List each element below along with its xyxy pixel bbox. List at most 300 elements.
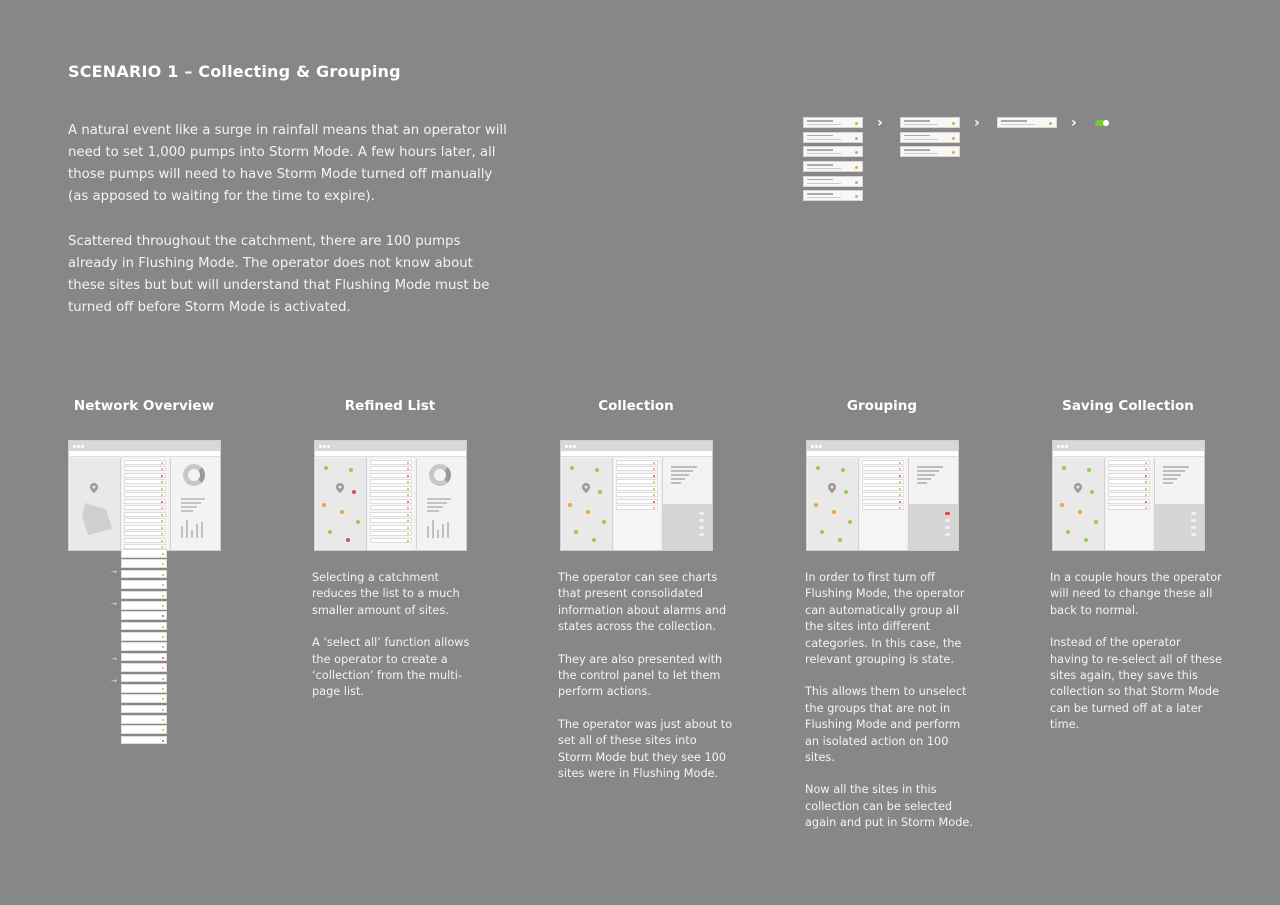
- status-dot: [653, 507, 655, 509]
- description-paragraph: A ‘select all’ function allows the operator to create a ‘collection’ from the multi-page list.: [312, 636, 470, 699]
- map-pane: [808, 458, 859, 550]
- control-toggle: [1191, 512, 1196, 515]
- status-dot: [899, 501, 901, 503]
- nav-bar: [69, 451, 220, 457]
- list-row: [616, 479, 658, 484]
- list-row: [124, 466, 166, 471]
- row-line: [1001, 120, 1027, 122]
- map-site-dot: [1094, 520, 1098, 524]
- text-line: [917, 470, 939, 472]
- row-line: [807, 153, 841, 154]
- status-dot: [161, 507, 163, 509]
- list-row: [370, 486, 412, 491]
- map-pane: [562, 458, 613, 550]
- status-dot: [1145, 468, 1147, 470]
- list-row: [121, 570, 167, 579]
- window-dot-icon: [569, 445, 572, 448]
- site-list-pane: [860, 458, 906, 550]
- map-pin-icon: [582, 478, 590, 487]
- control-toggle: [1191, 526, 1196, 529]
- status-dot: [162, 698, 164, 700]
- status-dot: [162, 709, 164, 711]
- list-row: [370, 479, 412, 484]
- status-dot: [899, 507, 901, 509]
- map-site-dot: [1066, 530, 1070, 534]
- window-dot-icon: [1057, 445, 1060, 448]
- window-dot-icon: [77, 445, 80, 448]
- status-dot: [161, 481, 163, 483]
- row-line: [807, 164, 833, 166]
- arrow-right-icon: →: [111, 655, 117, 663]
- status-dot: [161, 527, 163, 529]
- step-title-grouping: Grouping: [846, 398, 918, 414]
- status-dot: [855, 151, 858, 154]
- list-row: [124, 479, 166, 484]
- text-line: [1163, 474, 1181, 476]
- row-line: [807, 120, 833, 122]
- status-dot: [855, 166, 858, 169]
- map-site-dot: [1090, 490, 1094, 494]
- status-dot: [1145, 501, 1147, 503]
- map-pin-icon: [1074, 478, 1082, 487]
- map-site-dot: [1087, 468, 1091, 472]
- bar-chart-icon: [181, 518, 211, 538]
- detail-pane: [416, 458, 467, 550]
- status-dot: [407, 501, 409, 503]
- status-dot: [162, 729, 164, 731]
- text-line: [181, 502, 201, 504]
- map-site-dot: [346, 538, 350, 542]
- map-site-dot: [592, 538, 596, 542]
- map-site-dot: [349, 468, 353, 472]
- list-row: [1108, 492, 1150, 497]
- list-row: [803, 190, 863, 201]
- screenshot-refined-list: [314, 440, 467, 551]
- chart-bar: [432, 520, 434, 538]
- intro-paragraph-1: A natural event like a surge in rainfall means that an operator will need to set 1,000 pumps into Storm Mode. A few hours later, all those pumps will need to have Storm Mode turned off manually (as apposed to waiting for the time to expire).: [68, 123, 507, 204]
- window-titlebar: [69, 441, 220, 451]
- row-line: [904, 124, 938, 125]
- screenshot-saving-collection: [1052, 440, 1205, 551]
- status-dot: [407, 488, 409, 490]
- text-line: [917, 474, 935, 476]
- list-row: [370, 531, 412, 536]
- chart-bar: [191, 530, 193, 538]
- map-site-dot: [1060, 503, 1064, 507]
- row-line: [807, 124, 841, 125]
- row-line: [807, 135, 833, 137]
- status-dot: [899, 468, 901, 470]
- status-dot: [162, 574, 164, 576]
- status-dot: [1145, 507, 1147, 509]
- status-dot: [407, 507, 409, 509]
- list-row: [124, 460, 166, 465]
- list-row: [997, 117, 1057, 128]
- step-description-grouping: [805, 570, 977, 848]
- list-row: [616, 492, 658, 497]
- text-line: [427, 506, 443, 508]
- screenshot-collection: [560, 440, 713, 551]
- row-line: [904, 153, 938, 154]
- map-site-dot: [595, 468, 599, 472]
- page-title: SCENARIO 1 – Collecting & Grouping: [68, 62, 401, 81]
- list-row: [803, 176, 863, 187]
- list-row: [370, 492, 412, 497]
- list-row: [121, 684, 167, 693]
- donut-chart-icon: [183, 464, 205, 486]
- detail-pane: [662, 458, 713, 550]
- list-row: [121, 611, 167, 620]
- list-row: [121, 663, 167, 672]
- control-toggle: [945, 533, 950, 536]
- list-row: [121, 549, 167, 558]
- list-row: [370, 518, 412, 523]
- status-dot: [162, 584, 164, 586]
- detail-pane: [908, 458, 959, 550]
- nav-bar: [315, 451, 466, 457]
- control-panel: [1155, 504, 1205, 550]
- list-row: [124, 512, 166, 517]
- list-row: [862, 499, 904, 504]
- list-row: [862, 473, 904, 478]
- status-dot: [1049, 122, 1052, 125]
- window-titlebar: [807, 441, 958, 451]
- text-line: [917, 482, 927, 484]
- map-site-dot: [844, 490, 848, 494]
- map-site-dot: [324, 466, 328, 470]
- status-dot: [899, 462, 901, 464]
- list-row: [803, 117, 863, 128]
- detail-pane: [170, 458, 221, 550]
- chevron-right-icon: ›: [974, 115, 980, 131]
- status-dot: [952, 137, 955, 140]
- chart-bar: [442, 524, 444, 538]
- map-pane: [316, 458, 367, 550]
- map-site-dot: [848, 520, 852, 524]
- list-row: [124, 505, 166, 510]
- row-line: [904, 120, 930, 122]
- window-dot-icon: [811, 445, 814, 448]
- status-dot: [161, 494, 163, 496]
- list-row: [370, 525, 412, 530]
- list-row: [121, 642, 167, 651]
- arrow-right-icon: →: [111, 677, 117, 685]
- description-paragraph: The operator can see charts that present consolidated information about alarms and states across the collection.: [558, 571, 727, 634]
- list-row: [370, 473, 412, 478]
- status-dot: [407, 468, 409, 470]
- list-row: [370, 460, 412, 465]
- status-dot: [855, 181, 858, 184]
- list-row: [370, 466, 412, 471]
- description-paragraph: The operator was just about to set all of these sites into Storm Mode but they see 100 sites were in Flushing Mode.: [558, 717, 733, 781]
- control-toggle: [699, 519, 704, 522]
- step-description-refined-list: [312, 570, 487, 717]
- status-dot: [161, 533, 163, 535]
- chart-bar: [447, 522, 449, 538]
- flow-stack-refined-list: [900, 117, 960, 161]
- status-dot: [899, 481, 901, 483]
- status-dot: [162, 688, 164, 690]
- row-line: [807, 197, 841, 198]
- map-site-dot: [586, 510, 590, 514]
- arrow-right-icon: →: [111, 600, 117, 608]
- status-dot: [162, 657, 164, 659]
- text-line: [671, 482, 681, 484]
- chevron-right-icon: ›: [877, 115, 883, 131]
- list-row: [121, 674, 167, 683]
- map-pin-icon: [828, 478, 836, 487]
- description-paragraph: They are also presented with the control panel to let them perform actions.: [558, 652, 723, 699]
- map-site-dot: [328, 530, 332, 534]
- status-dot: [161, 475, 163, 477]
- screenshot-network-overview: [68, 440, 221, 551]
- step-title-network-overview: Network Overview: [73, 398, 215, 414]
- screenshot-grouping: [806, 440, 959, 551]
- text-line: [181, 506, 197, 508]
- map-site-dot: [832, 510, 836, 514]
- list-row: [121, 653, 167, 662]
- map-site-dot: [568, 503, 572, 507]
- row-line: [807, 168, 841, 169]
- flow-diagram: [803, 117, 1123, 207]
- status-dot: [162, 595, 164, 597]
- description-paragraph: This allows them to unselect the groups that are not in Flushing Mode and perform an isolated action on 100 sites.: [805, 685, 967, 765]
- map-site-dot: [322, 503, 326, 507]
- list-row: [803, 146, 863, 157]
- control-toggle: [1191, 519, 1196, 522]
- nav-bar: [1053, 451, 1204, 457]
- status-dot: [653, 462, 655, 464]
- status-dot: [161, 468, 163, 470]
- map-site-dot: [356, 520, 360, 524]
- window-dot-icon: [1061, 445, 1064, 448]
- list-row: [370, 512, 412, 517]
- list-row: [121, 559, 167, 568]
- text-line: [671, 470, 693, 472]
- row-line: [1001, 124, 1035, 125]
- control-panel: [663, 504, 713, 550]
- list-row: [900, 132, 960, 143]
- status-dot: [899, 488, 901, 490]
- text-line: [427, 498, 451, 500]
- row-line: [904, 149, 930, 151]
- map-site-dot: [841, 468, 845, 472]
- text-line: [1163, 466, 1189, 468]
- list-row: [616, 466, 658, 471]
- control-toggle: [945, 526, 950, 529]
- chart-bar: [196, 524, 198, 538]
- step-title-refined-list: Refined List: [344, 398, 436, 414]
- list-row: [1108, 466, 1150, 471]
- status-dot: [407, 475, 409, 477]
- list-row: [803, 161, 863, 172]
- control-toggle: [699, 526, 704, 529]
- map-site-dot: [570, 466, 574, 470]
- status-dot: [162, 646, 164, 648]
- list-row: [616, 499, 658, 504]
- window-dot-icon: [819, 445, 822, 448]
- bar-chart-icon: [427, 518, 457, 538]
- map-site-dot: [598, 490, 602, 494]
- list-row: [1108, 505, 1150, 510]
- row-line: [807, 183, 841, 184]
- nav-bar: [807, 451, 958, 457]
- list-row: [124, 473, 166, 478]
- catchment-shape-icon: [82, 503, 112, 535]
- list-row: [862, 460, 904, 465]
- status-dot: [1145, 481, 1147, 483]
- status-dot: [952, 151, 955, 154]
- window-dot-icon: [81, 445, 84, 448]
- list-row: [1108, 460, 1150, 465]
- donut-chart-icon: [429, 464, 451, 486]
- description-paragraph: Selecting a catchment reduces the list to a much smaller amount of sites.: [312, 571, 460, 617]
- list-row: [370, 505, 412, 510]
- map-site-dot: [1062, 466, 1066, 470]
- nav-bar: [561, 451, 712, 457]
- list-row: [1108, 499, 1150, 504]
- flow-stack-full-list: [803, 117, 863, 205]
- list-row: [124, 492, 166, 497]
- status-dot: [899, 494, 901, 496]
- window-titlebar: [1053, 441, 1204, 451]
- toggle-on-icon: [1095, 120, 1109, 126]
- list-row: [124, 486, 166, 491]
- text-line: [1163, 478, 1177, 480]
- site-list-pane: [614, 458, 660, 550]
- text-line: [181, 498, 205, 500]
- step-title-saving-collection: Saving Collection: [1062, 398, 1194, 414]
- list-row: [121, 705, 167, 714]
- list-row: [124, 531, 166, 536]
- control-panel: [909, 504, 959, 550]
- map-site-dot: [352, 490, 356, 494]
- status-dot: [855, 195, 858, 198]
- list-row: [121, 580, 167, 589]
- description-paragraph: In a couple hours the operator will need to change these all back to normal.: [1050, 571, 1222, 617]
- step-title-collection: Collection: [598, 398, 674, 414]
- chart-bar: [186, 520, 188, 538]
- status-dot: [161, 462, 163, 464]
- text-line: [427, 510, 439, 512]
- text-line: [1163, 470, 1185, 472]
- status-dot: [407, 514, 409, 516]
- row-line: [904, 135, 930, 137]
- text-line: [181, 510, 193, 512]
- text-line: [917, 466, 943, 468]
- chart-bar: [181, 526, 183, 538]
- status-dot: [407, 494, 409, 496]
- text-line: [1163, 482, 1173, 484]
- list-row: [121, 736, 167, 745]
- window-titlebar: [561, 441, 712, 451]
- window-dot-icon: [1065, 445, 1068, 448]
- status-dot: [653, 475, 655, 477]
- status-dot: [407, 520, 409, 522]
- status-dot: [407, 533, 409, 535]
- status-dot: [855, 122, 858, 125]
- description-paragraph: Now all the sites in this collection can be selected again and put in Storm Mode.: [805, 783, 973, 830]
- status-dot: [162, 563, 164, 565]
- list-row: [1108, 486, 1150, 491]
- status-dot: [653, 494, 655, 496]
- row-line: [904, 139, 938, 140]
- long-site-list: [121, 549, 167, 746]
- map-site-dot: [838, 538, 842, 542]
- control-toggle: [1191, 533, 1196, 536]
- status-dot: [1145, 494, 1147, 496]
- site-list-pane: [122, 458, 168, 550]
- map-pin-icon: [90, 478, 98, 487]
- status-dot: [653, 468, 655, 470]
- text-line: [917, 478, 931, 480]
- site-list-pane: [1106, 458, 1152, 550]
- status-dot: [653, 481, 655, 483]
- window-dot-icon: [323, 445, 326, 448]
- status-dot: [161, 540, 163, 542]
- window-dot-icon: [327, 445, 330, 448]
- control-toggle: [945, 512, 950, 515]
- detail-pane: [1154, 458, 1205, 550]
- status-dot: [161, 520, 163, 522]
- status-dot: [407, 462, 409, 464]
- row-line: [807, 179, 833, 181]
- chart-bar: [427, 526, 429, 538]
- intro-paragraph-2: Scattered throughout the catchment, there are 100 pumps already in Flushing Mode. The operator does not know about these sites but but will understand that Flushing Mode must be turned off before Storm Mode is activated.: [68, 234, 490, 315]
- control-toggle: [699, 512, 704, 515]
- list-row: [121, 591, 167, 600]
- status-dot: [162, 615, 164, 617]
- list-row: [124, 525, 166, 530]
- map-site-dot: [820, 530, 824, 534]
- list-row: [121, 694, 167, 703]
- description-paragraph: In order to first turn off Flushing Mode, the operator can automatically group all the sites into different categories. In this case, the relevant grouping is state.: [805, 571, 965, 667]
- list-row: [370, 499, 412, 504]
- status-dot: [653, 501, 655, 503]
- status-dot: [407, 481, 409, 483]
- status-dot: [407, 527, 409, 529]
- map-site-dot: [1084, 538, 1088, 542]
- text-line: [671, 466, 697, 468]
- description-paragraph: Instead of the operator having to re-select all of these sites again, they save this collection so that Storm Mode can be turned off at a later time.: [1050, 636, 1222, 732]
- map-pin-icon: [336, 478, 344, 487]
- list-row: [616, 473, 658, 478]
- control-toggle: [699, 533, 704, 536]
- list-row: [124, 499, 166, 504]
- list-row: [121, 632, 167, 641]
- list-row: [121, 622, 167, 631]
- row-line: [807, 139, 841, 140]
- status-dot: [162, 667, 164, 669]
- window-titlebar: [315, 441, 466, 451]
- list-row: [616, 460, 658, 465]
- list-row: [900, 117, 960, 128]
- text-line: [671, 474, 689, 476]
- status-dot: [162, 719, 164, 721]
- chart-bar: [201, 522, 203, 538]
- list-row: [121, 725, 167, 734]
- list-row: [124, 518, 166, 523]
- arrow-right-icon: →: [111, 568, 117, 576]
- status-dot: [653, 488, 655, 490]
- status-dot: [162, 605, 164, 607]
- map-pane: [70, 458, 121, 550]
- status-dot: [162, 626, 164, 628]
- row-line: [807, 149, 833, 151]
- status-dot: [407, 540, 409, 542]
- map-site-dot: [574, 530, 578, 534]
- flow-stack-collection: [997, 117, 1057, 132]
